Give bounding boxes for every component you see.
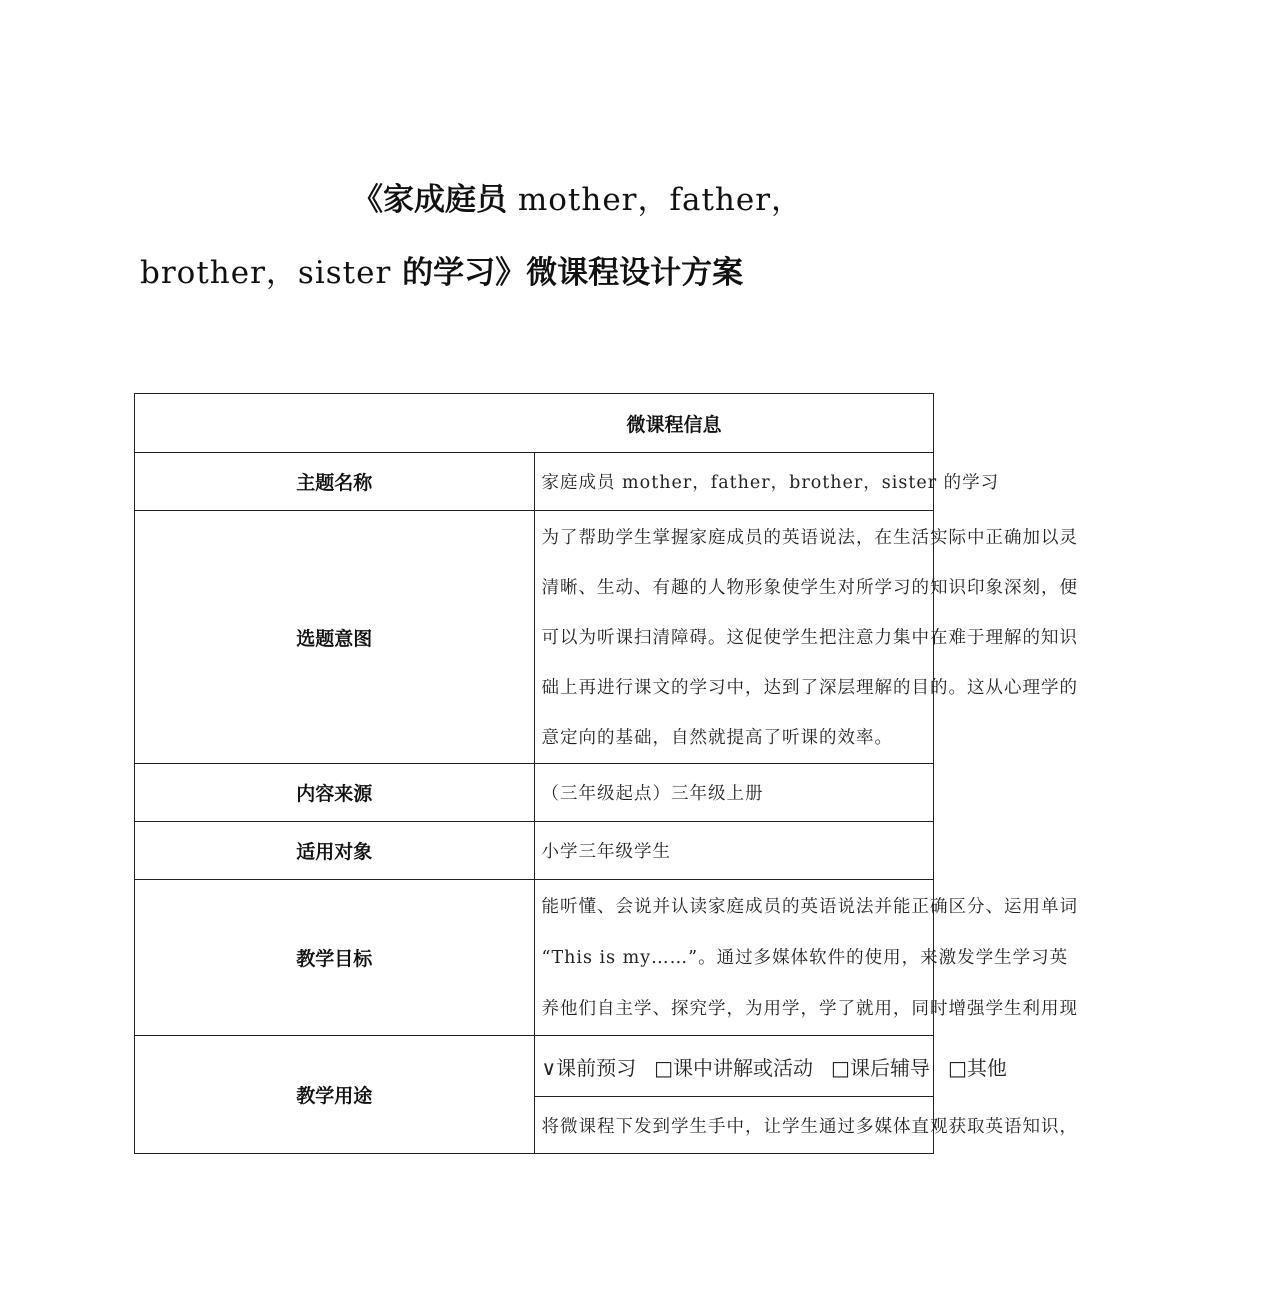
row-label-audience: 适用对象 — [135, 822, 535, 880]
title-part: 《家成庭员 — [352, 182, 507, 218]
row-value-source: （三年级起点）三年级上册 — [534, 764, 934, 822]
text-line: 清晰、生动、有趣的人物形象使学生对所学习的知识印象深刻，便 — [541, 578, 1078, 598]
row-value-topic: 家庭成员 mother，father，brother，sister 的学习 — [534, 453, 934, 511]
title-part: brother，sister — [140, 255, 392, 291]
row-value-goals — [534, 880, 1078, 1036]
usage-note: 将微课程下发到学生手中，让学生通过多媒体直观获取英语知识， — [541, 1116, 1078, 1137]
text-line: 能听懂、会说并认读家庭成员的英语说法并能正确区分、运用单词 — [541, 897, 1078, 917]
row-label-usage: 教学用途 — [135, 1036, 535, 1154]
text-line: 可以为听课扫清障碍。这促使学生把注意力集中在难于理解的知识 — [541, 628, 1078, 648]
row-label-intent: 选题意图 — [135, 511, 535, 764]
doc-title-line-2 — [140, 247, 1060, 292]
table-header-text: 微课程信息 — [626, 413, 722, 436]
title-part: mother，father， — [517, 182, 804, 218]
usage-option-preview-checkbox[interactable]: ∨课前预习 — [541, 1055, 637, 1080]
table-header — [135, 394, 934, 453]
course-info-table — [134, 393, 1078, 1154]
text-line: 础上再进行课文的学习中，达到了深层理解的目的。这从心理学的 — [541, 678, 1078, 698]
text-line: “This is my……”。通过多媒体软件的使用，来激发学生学习英 — [541, 948, 1069, 968]
usage-option-other-checkbox[interactable]: □其他 — [947, 1055, 1007, 1080]
row-value-audience: 小学三年级学生 — [534, 822, 934, 880]
usage-options — [535, 1036, 1007, 1097]
usage-option-after-class-checkbox[interactable]: □课后辅导 — [831, 1055, 930, 1080]
row-label-source: 内容来源 — [135, 764, 535, 822]
doc-title-line-1 — [352, 174, 1272, 219]
row-value-usage — [534, 1036, 1078, 1154]
text-line: 为了帮助学生掌握家庭成员的英语说法，在生活实际中正确加以灵 — [541, 528, 1078, 548]
text-line: 养他们自主学、探究学，为用学，学了就用，同时增强学生利用现 — [541, 999, 1078, 1019]
row-label-topic: 主题名称 — [135, 453, 535, 511]
title-part: 的学习》微课程设计方案 — [402, 255, 744, 291]
row-value-intent — [534, 511, 1078, 764]
row-label-goals: 教学目标 — [135, 880, 535, 1036]
text-line: 意定向的基础，自然就提高了听课的效率。 — [541, 728, 893, 748]
usage-option-in-class-checkbox[interactable]: □课中讲解或活动 — [654, 1055, 814, 1080]
